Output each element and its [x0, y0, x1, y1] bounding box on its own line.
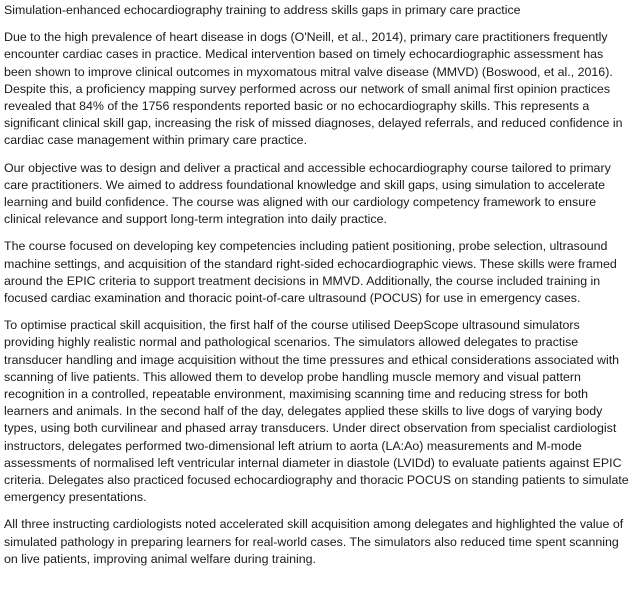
paragraph-methods: To optimise practical skill acquisition, the first half of the course utilised DeepScope ultrasound simulators providing highly realistic normal and pathological scenarios. The simulators allowed delegates to practise transducer handling and image acquisition without the time pressures and ethical considerations associated with scanning of live patients. This allowed them to develop probe handling muscle memory and visual pattern recognition in a controlled, repeatable environment, maximising scanning time and reducing stress for both learners and animals. In the second half of the day, delegates applied these skills to live dogs of varying body types, using both curvilinear and phased array transducers. Under direct observation from specialist cardiologist instructors, delegates performed two-dimensional left atrium to aorta (LA:Ao) measurements and M-mode assessments of normalised left ventricular internal diameter in diastole (LVIDd) to evaluate patients against EPIC criteria. Delegates also practiced focused echocardiography and thoracic POCUS on standing patients to simulate emergency presentations. — [4, 318, 629, 505]
paragraph-course-focus: The course focused on developing key competencies including patient positioning, probe selection, ultrasound machine settings, and acquisition of the standard right-sided echocardiographic views. These skills were framed around the EPIC criteria to support treatment decisions in MMVD. Additionally, the course included training in focused cardiac examination and thoracic point-of-care ultrasound (POCUS) for use in emergency cases. — [4, 239, 617, 306]
document-title: Simulation-enhanced echocardiography training to address skills gaps in primary care practice — [4, 3, 521, 17]
paragraph-background: Due to the high prevalence of heart disease in dogs (O'Neill, et al., 2014), primary care practitioners frequently encounter cardiac cases in practice. Medical intervention based on timely echocardiographic assessment has been shown to improve clinical outcomes in myxomatous mitral valve disease (MMVD) (Boswood, et al., 2016). Despite this, a proficiency mapping survey performed across our network of small animal first opinion practices revealed that 84% of the 1756 respondents reported basic or no echocardiography skills. This represents a significant clinical skill gap, increasing the risk of missed diagnoses, delayed referrals, and reduced confidence in cardiac case management within primary care practice. — [4, 30, 623, 148]
paragraph-outcomes: All three instructing cardiologists noted accelerated skill acquisition among delegates and highlighted the value of simulated pathology in preparing learners for real-world cases. The simulators also reduced time spent scanning on live patients, improving animal welfare during training. — [4, 517, 624, 566]
paragraph-objective: Our objective was to design and deliver a practical and accessible echocardiography course tailored to primary care practitioners. We aimed to address foundational knowledge and skill gaps, using simulation to accelerate learning and build confidence. The course was aligned with our cardiology competency framework to ensure clinical relevance and support long-term integration into daily practice. — [4, 160, 611, 227]
